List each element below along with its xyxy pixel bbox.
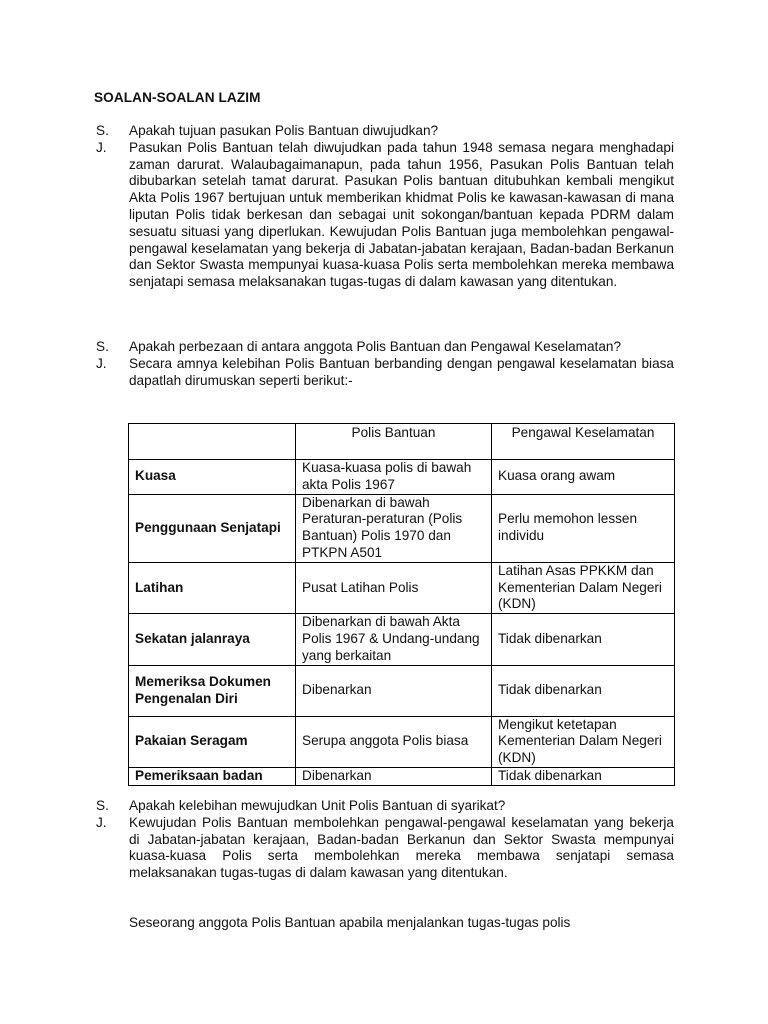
answer-tag: J. <box>96 355 107 371</box>
answer-row <box>0 815 768 882</box>
row-label: Penggunaan Senjatapi <box>129 494 296 562</box>
table-header-row <box>129 424 675 460</box>
row-label: Pakaian Seragam <box>129 716 296 767</box>
question-tag: S. <box>96 798 109 813</box>
table-header-empty <box>129 424 296 460</box>
table-row <box>129 460 675 495</box>
answer-text: Pasukan Polis Bantuan telah diwujudkan pada tahun 1948 semasa negara menghadapi zaman darurat. Walaubagaimanapun, pada tahun 1956, Pasukan Polis Bantuan telah dibubarkan setelah tamat darurat. Pasukan Polis bantuan ditubuhkan kembali mengikut Akta Polis 1967 bertujuan untuk memberikan khidmat Polis ke kawasan-kawasan di mana liputan Polis tidak berkesan dan sebagai unit sokongan/bantuan kepada PDRM dalam sesuatu situasi yang diperlukan. Kewujudan Polis Bantuan juga membolehkan pengawal-pengawal keselamatan yang bekerja di Jabatan-jabatan kerajaan, Badan-badan Berkanun dan Sektor Swasta mempunyai kuasa-kuasa Polis serta membolehkan mereka membawa senjatapi semasa melaksanakan tugas-tugas di dalam kawasan yang ditentukan. <box>129 139 674 290</box>
table-row <box>129 614 675 665</box>
question-row <box>0 123 768 140</box>
pengawal-cell: Tidak dibenarkan <box>492 614 675 665</box>
qa-block-3 <box>0 798 768 882</box>
page-title: SOALAN-SOALAN LAZIM <box>94 90 261 105</box>
question-text: Apakah perbezaan di antara anggota Polis Bantuan dan Pengawal Keselamatan? <box>129 339 622 354</box>
row-label: Pemeriksaan badan <box>129 767 296 785</box>
answer-tag: J. <box>96 139 107 155</box>
polis-bantuan-cell: Kuasa-kuasa polis di bawah akta Polis 1967 <box>296 460 492 495</box>
table-header-pengawal-keselamatan: Pengawal Keselamatan <box>492 424 675 460</box>
question-tag: S. <box>96 123 109 138</box>
final-paragraph: Seseorang anggota Polis Bantuan apabila menjalankan tugas-tugas polis <box>129 915 571 930</box>
polis-bantuan-cell: Serupa anggota Polis biasa <box>296 716 492 767</box>
row-label: Memeriksa Dokumen Pengenalan Diri <box>129 665 296 716</box>
row-label: Sekatan jalanraya <box>129 614 296 665</box>
answer-text: Kewujudan Polis Bantuan membolehkan pengawal-pengawal keselamatan yang bekerja di Jabatan-jabatan kerajaan, Badan-badan Berkanun dan Sektor Swasta mempunyai kuasa-kuasa Polis serta membolehkan mereka membawa senjatapi semasa melaksanakan tugas-tugas di dalam kawasan yang ditentukan. <box>129 814 674 881</box>
polis-bantuan-cell: Dibenarkan di bawah Peraturan-peraturan (Polis Bantuan) Polis 1970 dan PTKPN A501 <box>296 494 492 562</box>
row-label: Kuasa <box>129 460 296 495</box>
answer-row <box>0 140 768 291</box>
table-row <box>129 494 675 562</box>
question-row <box>0 798 768 815</box>
table-row <box>129 562 675 613</box>
polis-bantuan-cell: Dibenarkan <box>296 665 492 716</box>
pengawal-cell: Latihan Asas PPKKM dan Kementerian Dalam Negeri (KDN) <box>492 562 675 613</box>
answer-row <box>0 356 768 390</box>
comparison-table <box>128 423 675 786</box>
qa-block-2 <box>0 339 768 389</box>
pengawal-cell: Kuasa orang awam <box>492 460 675 495</box>
polis-bantuan-cell: Pusat Latihan Polis <box>296 562 492 613</box>
table-header-polis-bantuan: Polis Bantuan <box>296 424 492 460</box>
pengawal-cell: Tidak dibenarkan <box>492 767 675 785</box>
answer-text: Secara amnya kelebihan Polis Bantuan berbanding dengan pengawal keselamatan biasa dapatlah dirumuskan seperti berikut:- <box>129 355 674 388</box>
question-row <box>0 339 768 356</box>
table-row <box>129 767 675 785</box>
table-row <box>129 716 675 767</box>
question-tag: S. <box>96 339 109 354</box>
question-text: Apakah tujuan pasukan Polis Bantuan diwujudkan? <box>129 123 439 138</box>
pengawal-cell: Tidak dibenarkan <box>492 665 675 716</box>
polis-bantuan-cell: Dibenarkan di bawah Akta Polis 1967 & Undang-undang yang berkaitan <box>296 614 492 665</box>
polis-bantuan-cell: Dibenarkan <box>296 767 492 785</box>
pengawal-cell: Mengikut ketetapan Kementerian Dalam Negeri (KDN) <box>492 716 675 767</box>
qa-block-1 <box>0 123 768 291</box>
pengawal-cell: Perlu memohon lessen individu <box>492 494 675 562</box>
row-label: Latihan <box>129 562 296 613</box>
table-row <box>129 665 675 716</box>
question-text: Apakah kelebihan mewujudkan Unit Polis Bantuan di syarikat? <box>129 798 506 813</box>
answer-tag: J. <box>96 814 107 830</box>
